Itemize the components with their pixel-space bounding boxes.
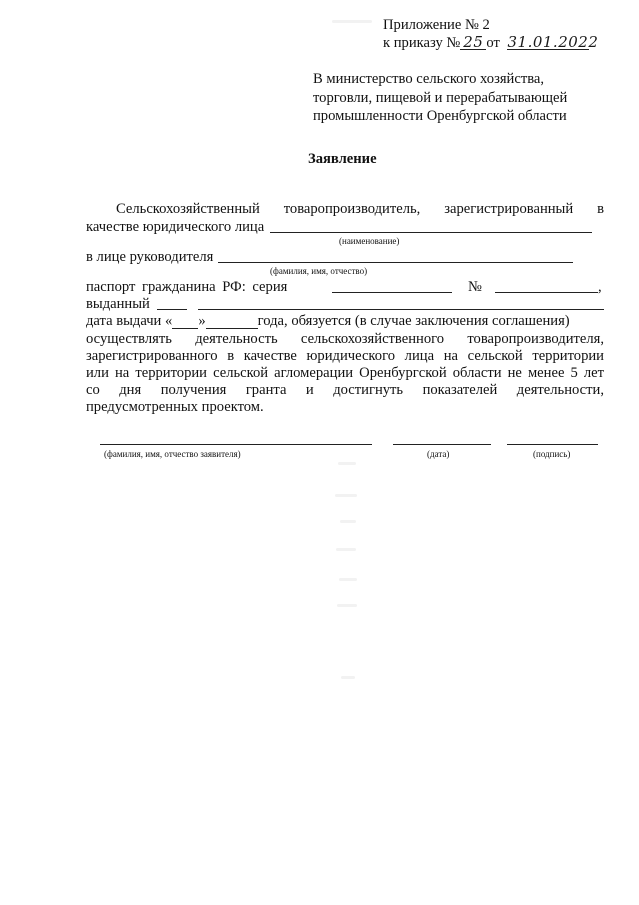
hint-name: (наименование) [339,236,400,246]
order-reference [383,33,599,52]
body-line-b: зарегистрированного в качестве юридического лица на сельской территории [86,348,604,364]
issued-by-label: выданный [86,296,150,312]
body-line-e: предусмотренных проектом. [86,399,264,415]
applicant-fio-field[interactable] [100,444,372,445]
comma: , [598,279,602,295]
issue-date-rest: года, обязуется (в случае заключения соглашения) [257,313,570,329]
issue-date-mid: » [198,313,206,329]
head-fio-field[interactable] [218,262,573,263]
appendix-label: Приложение № 2 [383,17,490,33]
number-sign: № [468,279,482,295]
date-field[interactable] [393,444,491,445]
order-prefix: к приказу № [383,35,461,51]
addressee-line-2: торговли, пищевой и перерабатывающей [313,89,568,106]
body-line-c: или на территории сельской агломерации Оренбургской области не менее 5 лет [86,365,604,381]
body-line-d: со дня получения гранта и достигнуть показателей деятельности, [86,382,604,398]
body-line-a: осуществлять деятельность сельскохозяйственного товаропроизводителя, [86,331,604,347]
passport-series-field[interactable] [332,292,452,293]
issued-by-field-short[interactable] [157,309,187,310]
order-from: от [486,35,500,51]
signature-caption: (подпись) [533,449,571,459]
signature-field[interactable] [507,444,598,445]
org-name-field[interactable] [270,232,592,233]
issued-by-field[interactable] [198,309,604,310]
body-line-2: качестве юридического лица [86,219,265,235]
issue-month-year-field[interactable] [206,315,258,329]
passport-number-field[interactable] [495,292,598,293]
issue-date-line [86,312,570,330]
applicant-fio-caption: (фамилия, имя, отчество заявителя) [104,449,241,459]
hint-fio: (фамилия, имя, отчество) [270,266,368,276]
addressee-line-1: В министерство сельского хозяйства, [313,71,545,87]
addressee-block [313,70,567,126]
document-title: Заявление [308,151,377,167]
passport-label: паспорт гражданина РФ: серия [86,279,288,295]
issue-date-start: дата выдачи « [86,313,173,329]
order-number-handwritten: 25 [460,35,486,50]
body-line-1: Сельскохозяйственный товаропроизводитель, зарегистрированный в [116,201,604,217]
issue-day-field[interactable] [172,315,198,329]
order-date-handwritten: 31.01.2022 [507,33,599,51]
date-caption: (дата) [427,449,450,459]
body-line-3: в лице руководителя [86,249,214,265]
addressee-line-3: промышленности Оренбургской области [313,108,567,124]
